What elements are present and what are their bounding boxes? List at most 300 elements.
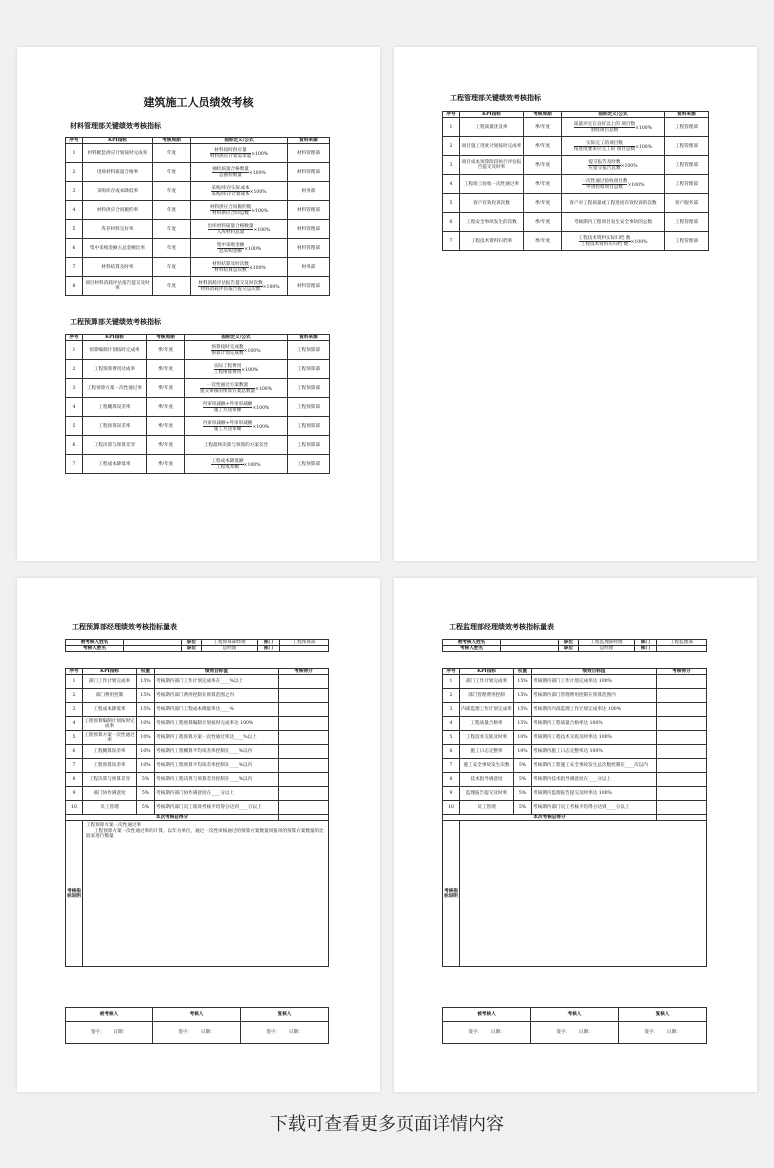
formula-denominator: 按进度要求应完工的 项目总数 (573, 146, 636, 152)
formula-suffix: ×100% (249, 189, 267, 195)
document-page-4 (394, 578, 757, 1092)
column-header: 序号 (66, 138, 83, 144)
formula-denominator: 材料消耗评估报告提交总次数 (200, 286, 261, 292)
kpi-name: 施工日志完整率 (460, 745, 514, 759)
reviewer-sign-cell[interactable] (619, 1022, 707, 1044)
formula-suffix: ×100% (251, 208, 269, 214)
row-number: 4 (66, 201, 83, 220)
formula-fraction (214, 364, 242, 375)
formula-denominator: 材料供应合同总数 (212, 210, 249, 216)
sign-label: 签字： (266, 1029, 281, 1035)
table-row (443, 689, 707, 703)
management-section-title: 工程管理部关键绩效考核指标 (450, 93, 541, 102)
data-source: 工程管理部 (665, 118, 709, 137)
formula-numerator: 预算按时完成数 (211, 344, 244, 350)
assessment-period: 年度 (153, 182, 191, 201)
performance-target: 考核期内部门协作满意度在____分以上 (155, 787, 279, 801)
weight: 15% (137, 703, 155, 717)
formula-numerator: 抽检质量合格数量 (212, 166, 249, 172)
row-number: 5 (443, 194, 460, 213)
assessee-info-table (65, 639, 329, 652)
row-number: 5 (66, 220, 83, 239)
assessor-department[interactable] (657, 646, 707, 652)
kpi-name: 预算编制计划按时完成率 (83, 341, 147, 360)
formula-numerator: 一次性通过验收项目数 (581, 178, 628, 184)
column-header: 指标定义/公式 (185, 335, 288, 341)
formula-denominator: 验收项目总数 (590, 127, 619, 133)
formula-numerator: 工程成本降低额 (211, 458, 244, 464)
formula-cell (191, 144, 288, 163)
formula-numerator: 实际工程费用 (213, 363, 242, 369)
formula-cell: 客户对工程质量或工程进度有效投诉的次数 (562, 194, 665, 213)
score-cell[interactable] (657, 801, 707, 815)
table-row (443, 787, 707, 801)
table-row (66, 398, 330, 417)
formula-fraction (211, 459, 243, 470)
performance-target: 考核期内内部监理工作计划完成率达 100% (532, 703, 657, 717)
column-header: 绩效目标值 (532, 669, 657, 675)
data-source: 工程管理部 (665, 156, 709, 175)
formula-cell (562, 118, 665, 137)
performance-target: 考核期内监理报告提交及时率达 100% (532, 787, 657, 801)
assessment-period: 年度 (153, 239, 191, 258)
formula-denominator: 总抽检数量 (219, 172, 242, 178)
formula-suffix: ×100% (630, 239, 648, 245)
table-row (443, 156, 709, 175)
formula-cell (562, 156, 665, 175)
column-header: KPI指标 (83, 669, 137, 675)
formula-cell (562, 137, 665, 156)
kpi-name: 工程技术交底及时率 (460, 731, 514, 745)
data-source: 工程预算部 (288, 417, 330, 436)
kpi-name: 员工管理 (83, 801, 137, 815)
scale-title: 工程监理部经理绩效考核指标量表 (449, 622, 554, 631)
weight: 15% (514, 689, 532, 703)
table-row (66, 801, 329, 815)
formula-cell: 工程最终决算与预算的方案差异 (185, 436, 288, 455)
score-cell[interactable] (657, 759, 707, 773)
formula-fraction (211, 186, 249, 197)
kpi-name: 工程预算方案一次性通过率 (84, 732, 135, 743)
date-label: 日期： (113, 1029, 128, 1035)
formula-cell (562, 232, 665, 251)
data-source: 工程预算部 (288, 398, 330, 417)
assessee-sign-cell[interactable] (66, 1022, 153, 1044)
row-number: 2 (66, 360, 83, 379)
sign-label: 签字： (556, 1029, 571, 1035)
column-header: 资料来源 (288, 335, 330, 341)
assessee-position: 工程监理部经理 (579, 640, 635, 646)
kpi-name: 工程竣工验收一次性通过率 (460, 175, 524, 194)
kpi-name: 部门工作计划完成率 (83, 675, 137, 689)
row-number: 6 (443, 213, 460, 232)
assessment-period: 季/年度 (147, 341, 185, 360)
formula-fraction (574, 122, 635, 133)
assessor-sign-header: 考核人 (153, 1008, 241, 1022)
weight: 10% (137, 717, 155, 731)
table-row (443, 801, 707, 815)
score-cell[interactable] (279, 717, 329, 731)
table-row (443, 773, 707, 787)
table-row (443, 118, 709, 137)
position-label: 职位 (559, 646, 579, 652)
table-row (66, 239, 330, 258)
total-score-label: 本次考核总得分 (66, 815, 279, 821)
column-header: 资料来源 (665, 112, 709, 118)
row-number: 2 (66, 163, 83, 182)
table-row (66, 703, 329, 717)
formula-numerator: 材料消耗评估报告提交及时次数 (198, 280, 263, 286)
table-row (66, 220, 330, 239)
formula-cell (185, 341, 288, 360)
score-cell[interactable] (657, 731, 707, 745)
explain-label: 考核指标说明 (443, 821, 460, 967)
row-number: 1 (443, 118, 460, 137)
formula-cell (191, 220, 288, 239)
score-cell[interactable] (279, 675, 329, 689)
formula-cell (191, 182, 288, 201)
department-label: 部门 (258, 640, 280, 646)
score-cell[interactable] (657, 717, 707, 731)
data-source: 材料管理部 (288, 277, 330, 296)
row-number: 3 (66, 182, 83, 201)
row-number: 6 (443, 745, 460, 759)
scale-title: 工程预算部经理绩效考核指标量表 (72, 622, 177, 631)
weight: 10% (137, 745, 155, 759)
score-cell[interactable] (657, 675, 707, 689)
kpi-name: 工程决算与预算差异 (83, 436, 147, 455)
row-number: 7 (443, 232, 460, 251)
row-number: 10 (66, 801, 83, 815)
kpi-name: 项目成本预算阶段执行评估报告提交及时率 (460, 156, 524, 175)
assessee-label: 被考核人姓名 (66, 640, 124, 646)
column-header: 考核得分 (279, 669, 329, 675)
material-kpi-table (65, 137, 330, 296)
explain-content[interactable] (460, 821, 707, 967)
kpi-name: 客户有效投诉次数 (460, 194, 524, 213)
data-source: 财务部 (288, 182, 330, 201)
assessment-period: 季/年度 (147, 398, 185, 417)
row-number: 1 (66, 675, 83, 689)
formula-suffix: ×100% (244, 246, 262, 252)
assessment-period: 年度 (153, 201, 191, 220)
performance-target: 考核期内部门工作计划完成率达 100% (532, 675, 657, 689)
assessor-sign-cell[interactable] (153, 1022, 241, 1044)
row-number: 1 (66, 144, 83, 163)
position-label: 职位 (559, 640, 579, 646)
table-row (66, 163, 330, 182)
assessment-period: 年度 (153, 144, 191, 163)
score-cell[interactable] (279, 689, 329, 703)
assessor-sign-cell[interactable] (531, 1022, 619, 1044)
kpi-name: 内部监理工作计划完成率 (460, 703, 514, 717)
formula-fraction (212, 262, 249, 273)
position-label: 职位 (182, 640, 202, 646)
kpi-name: 部门协作满意度 (83, 787, 137, 801)
weight: 15% (514, 717, 532, 731)
formula-denominator: 施工方送审额 (213, 407, 242, 413)
formula-numerator: 提交报告及时数 (588, 159, 621, 165)
weight: 15% (137, 675, 155, 689)
data-source: 材料管理部 (288, 163, 330, 182)
data-source: 材料管理部 (288, 220, 330, 239)
data-source: 客户服务部 (665, 194, 709, 213)
formula-denominator: 预算计划完成数 (211, 350, 244, 356)
formula-numerator: 集中采购金额 (216, 242, 245, 248)
kpi-name: 工程概算误差率 (83, 398, 147, 417)
data-source: 材料管理部 (288, 144, 330, 163)
column-header: 绩效目标值 (155, 669, 279, 675)
table-row (66, 201, 330, 220)
data-source: 工程管理部 (665, 175, 709, 194)
kpi-name: 工程预算费用达成率 (83, 360, 147, 379)
formula-cell: 考核期内工程项目发生安全事故的总数 (562, 213, 665, 232)
assessee-sign-cell[interactable] (443, 1022, 531, 1044)
formula-fraction (211, 345, 243, 356)
formula-cell (185, 398, 288, 417)
row-number: 7 (66, 258, 83, 277)
assessment-period: 季/年度 (147, 417, 185, 436)
date-label: 日期： (578, 1029, 593, 1035)
column-header: 序号 (443, 669, 460, 675)
formula-cell (185, 379, 288, 398)
score-cell[interactable] (279, 787, 329, 801)
performance-target: 考核期内部门工程成本降低率达____% (155, 703, 279, 717)
formula-suffix: ×100% (635, 144, 653, 150)
row-number: 8 (66, 277, 83, 296)
formula-cell (185, 417, 288, 436)
formula-numerator: 工程技术资料实际归档 数 (578, 235, 631, 241)
formula-cell (191, 239, 288, 258)
document-page-3 (17, 578, 380, 1092)
table-row (66, 277, 330, 296)
formula-suffix: ×100% (627, 182, 645, 188)
row-number: 3 (66, 379, 83, 398)
assessment-period: 季/年度 (524, 213, 562, 232)
assessment-period: 季/年度 (147, 455, 185, 474)
weight: 5% (514, 773, 532, 787)
row-number: 1 (66, 341, 83, 360)
reviewer-sign-cell[interactable] (241, 1022, 329, 1044)
row-number: 7 (66, 759, 83, 773)
kpi-name: 工程安全事故发生的次数 (460, 213, 524, 232)
row-number: 4 (66, 717, 83, 731)
performance-target: 考核期内工程施工安全事故发生总次数控制在____次以内 (532, 759, 657, 773)
data-source: 工程管理部 (665, 213, 709, 232)
kpi-name: 工程成本降低率 (83, 703, 137, 717)
weight: 15% (514, 703, 532, 717)
table-row (66, 360, 330, 379)
formula-suffix: ×100% (253, 227, 271, 233)
column-header: KPI指标 (83, 138, 153, 144)
kpi-name: 部门管理费用控制 (460, 689, 514, 703)
weight: 10% (137, 759, 155, 773)
score-cell[interactable] (279, 745, 329, 759)
kpi-name: 工程预算误差率 (83, 417, 147, 436)
formula-fraction (210, 205, 251, 216)
performance-target: 考核期内部门管理费用控制在预算范围内 (532, 689, 657, 703)
row-number: 2 (443, 137, 460, 156)
kpi-name: 工程预算误差率 (83, 759, 137, 773)
assessment-period: 年度 (153, 277, 191, 296)
performance-target: 考核期内部门工作计划完成率在____%以上 (155, 675, 279, 689)
table-row (443, 232, 709, 251)
column-header: KPI指标 (460, 112, 524, 118)
data-source: 财务部 (288, 258, 330, 277)
sign-label: 签字： (178, 1029, 193, 1035)
column-header: 序号 (66, 335, 83, 341)
formula-fraction (203, 402, 253, 413)
table-row (66, 773, 329, 787)
formula-suffix: ×100% (241, 367, 259, 373)
table-row (66, 745, 329, 759)
assessment-period: 季/年度 (524, 118, 562, 137)
kpi-name: 采购库存成本降低率 (83, 182, 153, 201)
column-header: 指标定义/公式 (562, 112, 665, 118)
weight: 5% (137, 787, 155, 801)
formula-fraction (212, 167, 249, 178)
budget-kpi-table (65, 334, 330, 474)
column-header: KPI指标 (460, 669, 514, 675)
score-cell[interactable] (279, 731, 329, 745)
formula-suffix: ×100% (255, 386, 273, 392)
kpi-name: 材料供应合同履约率 (83, 201, 153, 220)
formula-fraction (208, 224, 254, 235)
table-row (66, 455, 330, 474)
budget-manager-kpi-table (65, 668, 329, 967)
formula-numerator: 内审审减额+外审审减额 (202, 420, 253, 426)
data-source: 工程预算部 (288, 360, 330, 379)
row-number: 8 (443, 773, 460, 787)
weight: 10% (514, 745, 532, 759)
row-number: 7 (66, 455, 83, 474)
formula-denominator: 工程技术资料应归档 数 (580, 241, 629, 247)
explain-line-2: 工程预算方案一次性通过率的计算，以年为单位，通过一次性审核通过的预算方案数量同报审的预算方案数量的比较来进行衡量 (86, 828, 324, 839)
sign-label: 签字： (468, 1029, 483, 1035)
kpi-name: 技术指导满意度 (460, 773, 514, 787)
table-row (443, 759, 707, 773)
column-header: 序号 (66, 669, 83, 675)
kpi-name: 监理报告提交及时率 (460, 787, 514, 801)
formula-numerator: 实际完工的项目数 (574, 141, 635, 147)
table-row (66, 689, 329, 703)
assessee-sign-header: 被考核人 (66, 1008, 153, 1022)
row-number: 9 (443, 787, 460, 801)
formula-suffix: ×100% (243, 462, 261, 468)
table-row (66, 675, 329, 689)
formula-denominator: 材料供应计划需求量 (209, 153, 252, 159)
assessor-sign-header: 考核人 (531, 1008, 619, 1022)
table-row (443, 745, 707, 759)
weight: 15% (514, 675, 532, 689)
score-cell[interactable] (279, 801, 329, 815)
assessment-period: 季/年度 (524, 156, 562, 175)
table-row (66, 258, 330, 277)
assessment-period: 季/年度 (147, 379, 185, 398)
column-header: 考核周期 (524, 112, 562, 118)
weight: 5% (137, 773, 155, 787)
formula-suffix: ×100% (248, 170, 266, 176)
row-number: 4 (443, 175, 460, 194)
signature-table (65, 1007, 329, 1044)
weight: 15% (137, 689, 155, 703)
score-cell[interactable] (279, 703, 329, 717)
assessor-name[interactable] (501, 646, 559, 652)
kpi-name: 部门工作计划完成率 (460, 675, 514, 689)
performance-target: 考核期内部门员工绩效考核平均得分达到____分以上 (155, 801, 279, 815)
score-cell[interactable] (657, 773, 707, 787)
row-number: 10 (443, 801, 460, 815)
score-cell[interactable] (279, 759, 329, 773)
department-label: 部门 (635, 640, 657, 646)
kpi-name: 集中采购金额占总金额比率 (83, 239, 153, 258)
assessment-period: 季/年度 (147, 436, 185, 455)
formula-fraction (579, 236, 631, 247)
table-row (443, 213, 709, 232)
performance-target: 考核期内工程预算平均误差率控制在____%以内 (155, 759, 279, 773)
date-label: 日期： (200, 1029, 215, 1035)
document-page-1 (17, 47, 380, 561)
assessee-info-table (442, 639, 707, 652)
score-cell[interactable] (279, 773, 329, 787)
kpi-name: 库存材料完好率 (83, 220, 153, 239)
score-cell[interactable] (657, 787, 707, 801)
data-source: 工程预算部 (288, 379, 330, 398)
data-source: 材料管理部 (288, 239, 330, 258)
column-header: 资料来源 (288, 138, 330, 144)
formula-suffix: ×100% (635, 125, 653, 131)
formula-numerator: 质量评定在良好以上的 项目数 (573, 121, 636, 127)
assessor-department[interactable] (280, 646, 329, 652)
score-cell[interactable] (657, 745, 707, 759)
kpi-name: 部门费用控制 (83, 689, 137, 703)
score-cell[interactable] (657, 689, 707, 703)
explain-label: 考核指标说明 (66, 821, 83, 967)
column-header: 考核周期 (153, 138, 191, 144)
formula-cell (191, 163, 288, 182)
formula-suffix: ×100% (243, 348, 261, 354)
assessee-sign-header: 被考核人 (443, 1008, 531, 1022)
row-number: 4 (443, 717, 460, 731)
formula-numerator: 材料供应合同履约数 (209, 204, 252, 210)
row-number: 5 (66, 731, 83, 745)
formula-denominator: 申请验收项目总数 (586, 184, 623, 190)
page-title: 建筑施工人员绩效考核 (143, 96, 254, 109)
weight: 5% (514, 801, 532, 815)
table-row (66, 341, 330, 360)
score-cell[interactable] (657, 703, 707, 717)
assessment-period: 季/年度 (524, 137, 562, 156)
assessor-name[interactable] (124, 646, 182, 652)
kpi-name: 工程概算误差率 (83, 745, 137, 759)
kpi-name: 材料结算及时率 (83, 258, 153, 277)
download-more-link[interactable]: 下载可查看更多页面详情内容 (270, 1114, 504, 1135)
table-row (66, 182, 330, 201)
assessee-department: 工程预算部 (280, 640, 329, 646)
assessment-period: 季/年度 (147, 360, 185, 379)
column-header: 序号 (443, 112, 460, 118)
formula-numerator: 内审审减额+外审审减额 (202, 401, 253, 407)
table-row (66, 717, 329, 731)
formula-denominator: 工程预算费用 (213, 369, 242, 375)
formula-denominator: 入库材料总量 (216, 229, 245, 235)
weight: 5% (514, 787, 532, 801)
assessee-position: 工程预算部经理 (202, 640, 258, 646)
formula-cell (191, 277, 288, 296)
date-label: 日期： (490, 1029, 505, 1035)
formula-numerator: 材料结算及时次数 (212, 261, 249, 267)
data-source: 工程预算部 (288, 341, 330, 360)
